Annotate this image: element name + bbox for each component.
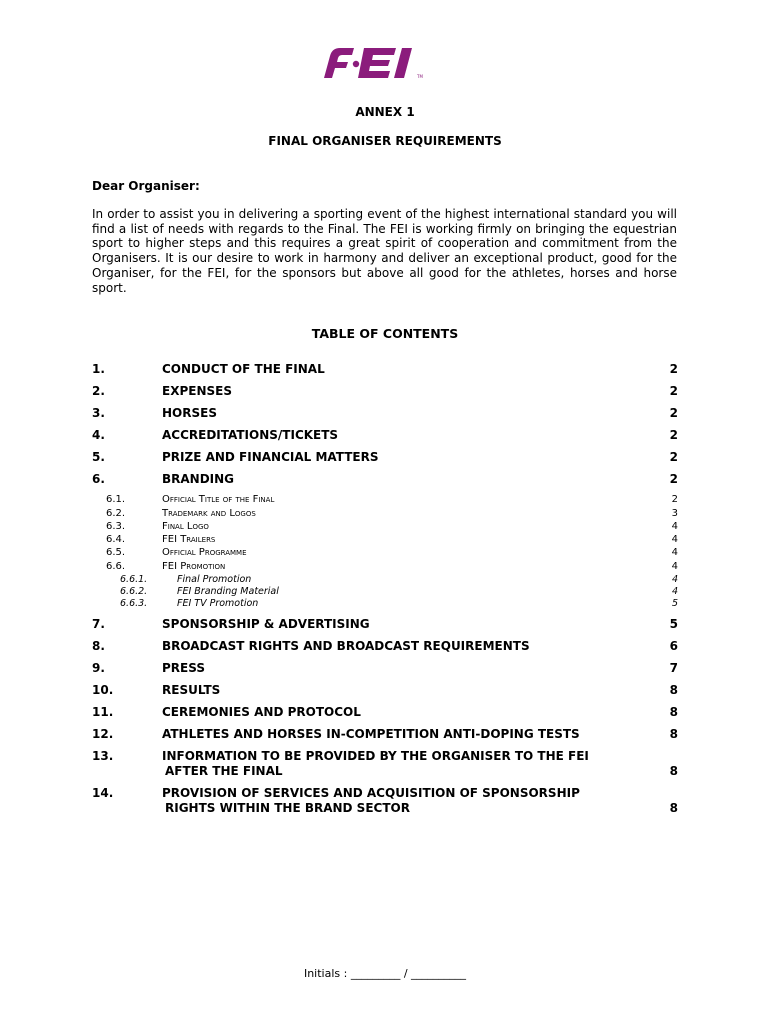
toc-title: BRANDING [162, 472, 235, 486]
toc-title: FEI Promotion [162, 561, 226, 572]
toc-title: CEREMONIES AND PROTOCOL [162, 705, 361, 719]
fei-logo [320, 42, 435, 84]
toc-title: Final Promotion [177, 574, 252, 585]
toc-title-line: RIGHTS WITHIN THE BRAND SECTOR [165, 801, 410, 815]
toc-subentry[interactable] [92, 494, 678, 507]
salutation: Dear Organiser: [92, 179, 200, 193]
toc-title: BROADCAST RIGHTS AND BROADCAST REQUIREMENTS [162, 639, 530, 653]
toc-subsubentry[interactable] [92, 598, 678, 610]
toc-number: 6.6.2. [120, 586, 148, 597]
toc-page: 7 [669, 661, 678, 675]
toc-title: HORSES [162, 406, 217, 420]
toc-title: PRIZE AND FINANCIAL MATTERS [162, 450, 379, 464]
toc-page: 2 [669, 472, 678, 486]
toc-number: 9. [92, 661, 105, 675]
toc-entry[interactable] [92, 661, 678, 677]
toc-number: 10. [92, 683, 114, 697]
toc-number: 12. [92, 727, 114, 741]
toc-number: 1. [92, 362, 105, 376]
toc-number: 6.4. [106, 534, 126, 545]
toc-entry[interactable] [92, 639, 678, 655]
toc-entry[interactable] [92, 786, 678, 818]
toc-subentry[interactable] [92, 547, 678, 560]
toc-number: 2. [92, 384, 105, 398]
toc-number: 8. [92, 639, 105, 653]
toc-subentry[interactable] [92, 508, 678, 521]
toc-entry[interactable] [92, 617, 678, 633]
toc-title: Trademark and Logos [162, 508, 256, 519]
toc-title: RESULTS [162, 683, 221, 697]
toc-entry[interactable] [92, 749, 678, 781]
toc-number: 14. [92, 786, 114, 800]
toc-entry[interactable] [92, 727, 678, 743]
toc-subsubentry[interactable] [92, 586, 678, 598]
toc-page: 8 [669, 705, 678, 719]
toc-page: 5 [671, 598, 678, 609]
toc-title-line: PROVISION OF SERVICES AND ACQUISITION OF SPONSORSHIP [162, 786, 580, 800]
toc-title: SPONSORSHIP & ADVERTISING [162, 617, 370, 631]
toc-subentry[interactable] [92, 534, 678, 547]
toc-page: 8 [669, 727, 678, 741]
toc-title: FEI TV Promotion [177, 598, 259, 609]
toc-number: 6. [92, 472, 105, 486]
toc-title: Final Logo [162, 521, 209, 532]
toc-page: 8 [669, 683, 678, 697]
toc-subentry[interactable] [92, 561, 678, 574]
toc-number: 13. [92, 749, 114, 763]
toc-title: Official Programme [162, 547, 247, 558]
toc-page: 2 [671, 494, 678, 505]
toc-title: ACCREDITATIONS/TICKETS [162, 428, 339, 442]
toc-page: 4 [671, 521, 678, 532]
toc-title: ATHLETES AND HORSES IN-COMPETITION ANTI-DOPING TESTS [162, 727, 580, 741]
toc-number: 6.3. [106, 521, 126, 532]
toc-entry[interactable] [92, 472, 678, 488]
toc-page: 4 [671, 561, 678, 572]
annex-label: ANNEX 1 [355, 105, 415, 119]
toc-number: 6.2. [106, 508, 126, 519]
toc-page: 6 [669, 639, 678, 653]
toc-page: 3 [671, 508, 678, 519]
svg-text:TM: TM [417, 74, 423, 79]
toc-page: 2 [669, 450, 678, 464]
toc-title: EXPENSES [162, 384, 232, 398]
toc-subsubentry[interactable] [92, 574, 678, 586]
intro-paragraph: In order to assist you in delivering a sporting event of the highest international standard you will find a list of needs with regards to the Final. The FEI is working firmly on bringing the equestrian sport to higher steps and this requires a great spirit of cooperation and commitment from the Organisers. It is our desire to work in harmony and deliver an exceptional product, good for the Organiser, for the FEI, for the sponsors but above all good for the athletes, horses and horse sport. [92, 207, 677, 295]
toc-title-line: INFORMATION TO BE PROVIDED BY THE ORGANISER TO THE FEI [162, 749, 589, 763]
toc-page: 2 [669, 362, 678, 376]
toc-title: Official Title of the Final [162, 494, 275, 505]
toc-page: 4 [671, 574, 678, 585]
toc-page: 4 [671, 534, 678, 545]
toc-number: 3. [92, 406, 105, 420]
toc-title [162, 786, 642, 816]
toc-heading: TABLE OF CONTENTS [311, 326, 459, 341]
toc-number: 7. [92, 617, 105, 631]
toc-page: 8 [669, 801, 678, 815]
toc-title [162, 749, 642, 779]
toc-page: 2 [669, 406, 678, 420]
document-title: FINAL ORGANISER REQUIREMENTS [268, 134, 502, 148]
toc-number: 6.1. [106, 494, 126, 505]
toc-page: 4 [671, 547, 678, 558]
toc-page: 2 [669, 384, 678, 398]
toc-page: 4 [671, 586, 678, 597]
toc-entry[interactable] [92, 362, 678, 378]
toc-subentry[interactable] [92, 521, 678, 534]
toc-title: FEI Trailers [162, 534, 216, 545]
toc-title: CONDUCT OF THE FINAL [162, 362, 325, 376]
toc-number: 6.5. [106, 547, 126, 558]
toc-page: 8 [669, 764, 678, 778]
toc-entry[interactable] [92, 406, 678, 422]
toc-page: 2 [669, 428, 678, 442]
toc-number: 4. [92, 428, 105, 442]
toc-title-line: AFTER THE FINAL [165, 764, 283, 778]
toc-entry[interactable] [92, 428, 678, 444]
toc-number: 6.6.1. [120, 574, 148, 585]
toc-number: 6.6. [106, 561, 126, 572]
toc-entry[interactable] [92, 705, 678, 721]
svg-text:FEI: FEI [320, 42, 322, 43]
toc-number: 11. [92, 705, 114, 719]
toc-title: FEI Branding Material [177, 586, 279, 597]
toc-page: 5 [669, 617, 678, 631]
toc-number: 5. [92, 450, 105, 464]
toc-number: 6.6.3. [120, 598, 148, 609]
initials-footer: Initials : _________ / __________ [303, 967, 467, 980]
toc-entry[interactable] [92, 450, 678, 466]
toc-entry[interactable] [92, 384, 678, 400]
toc-entry[interactable] [92, 683, 678, 699]
toc-title: PRESS [162, 661, 205, 675]
